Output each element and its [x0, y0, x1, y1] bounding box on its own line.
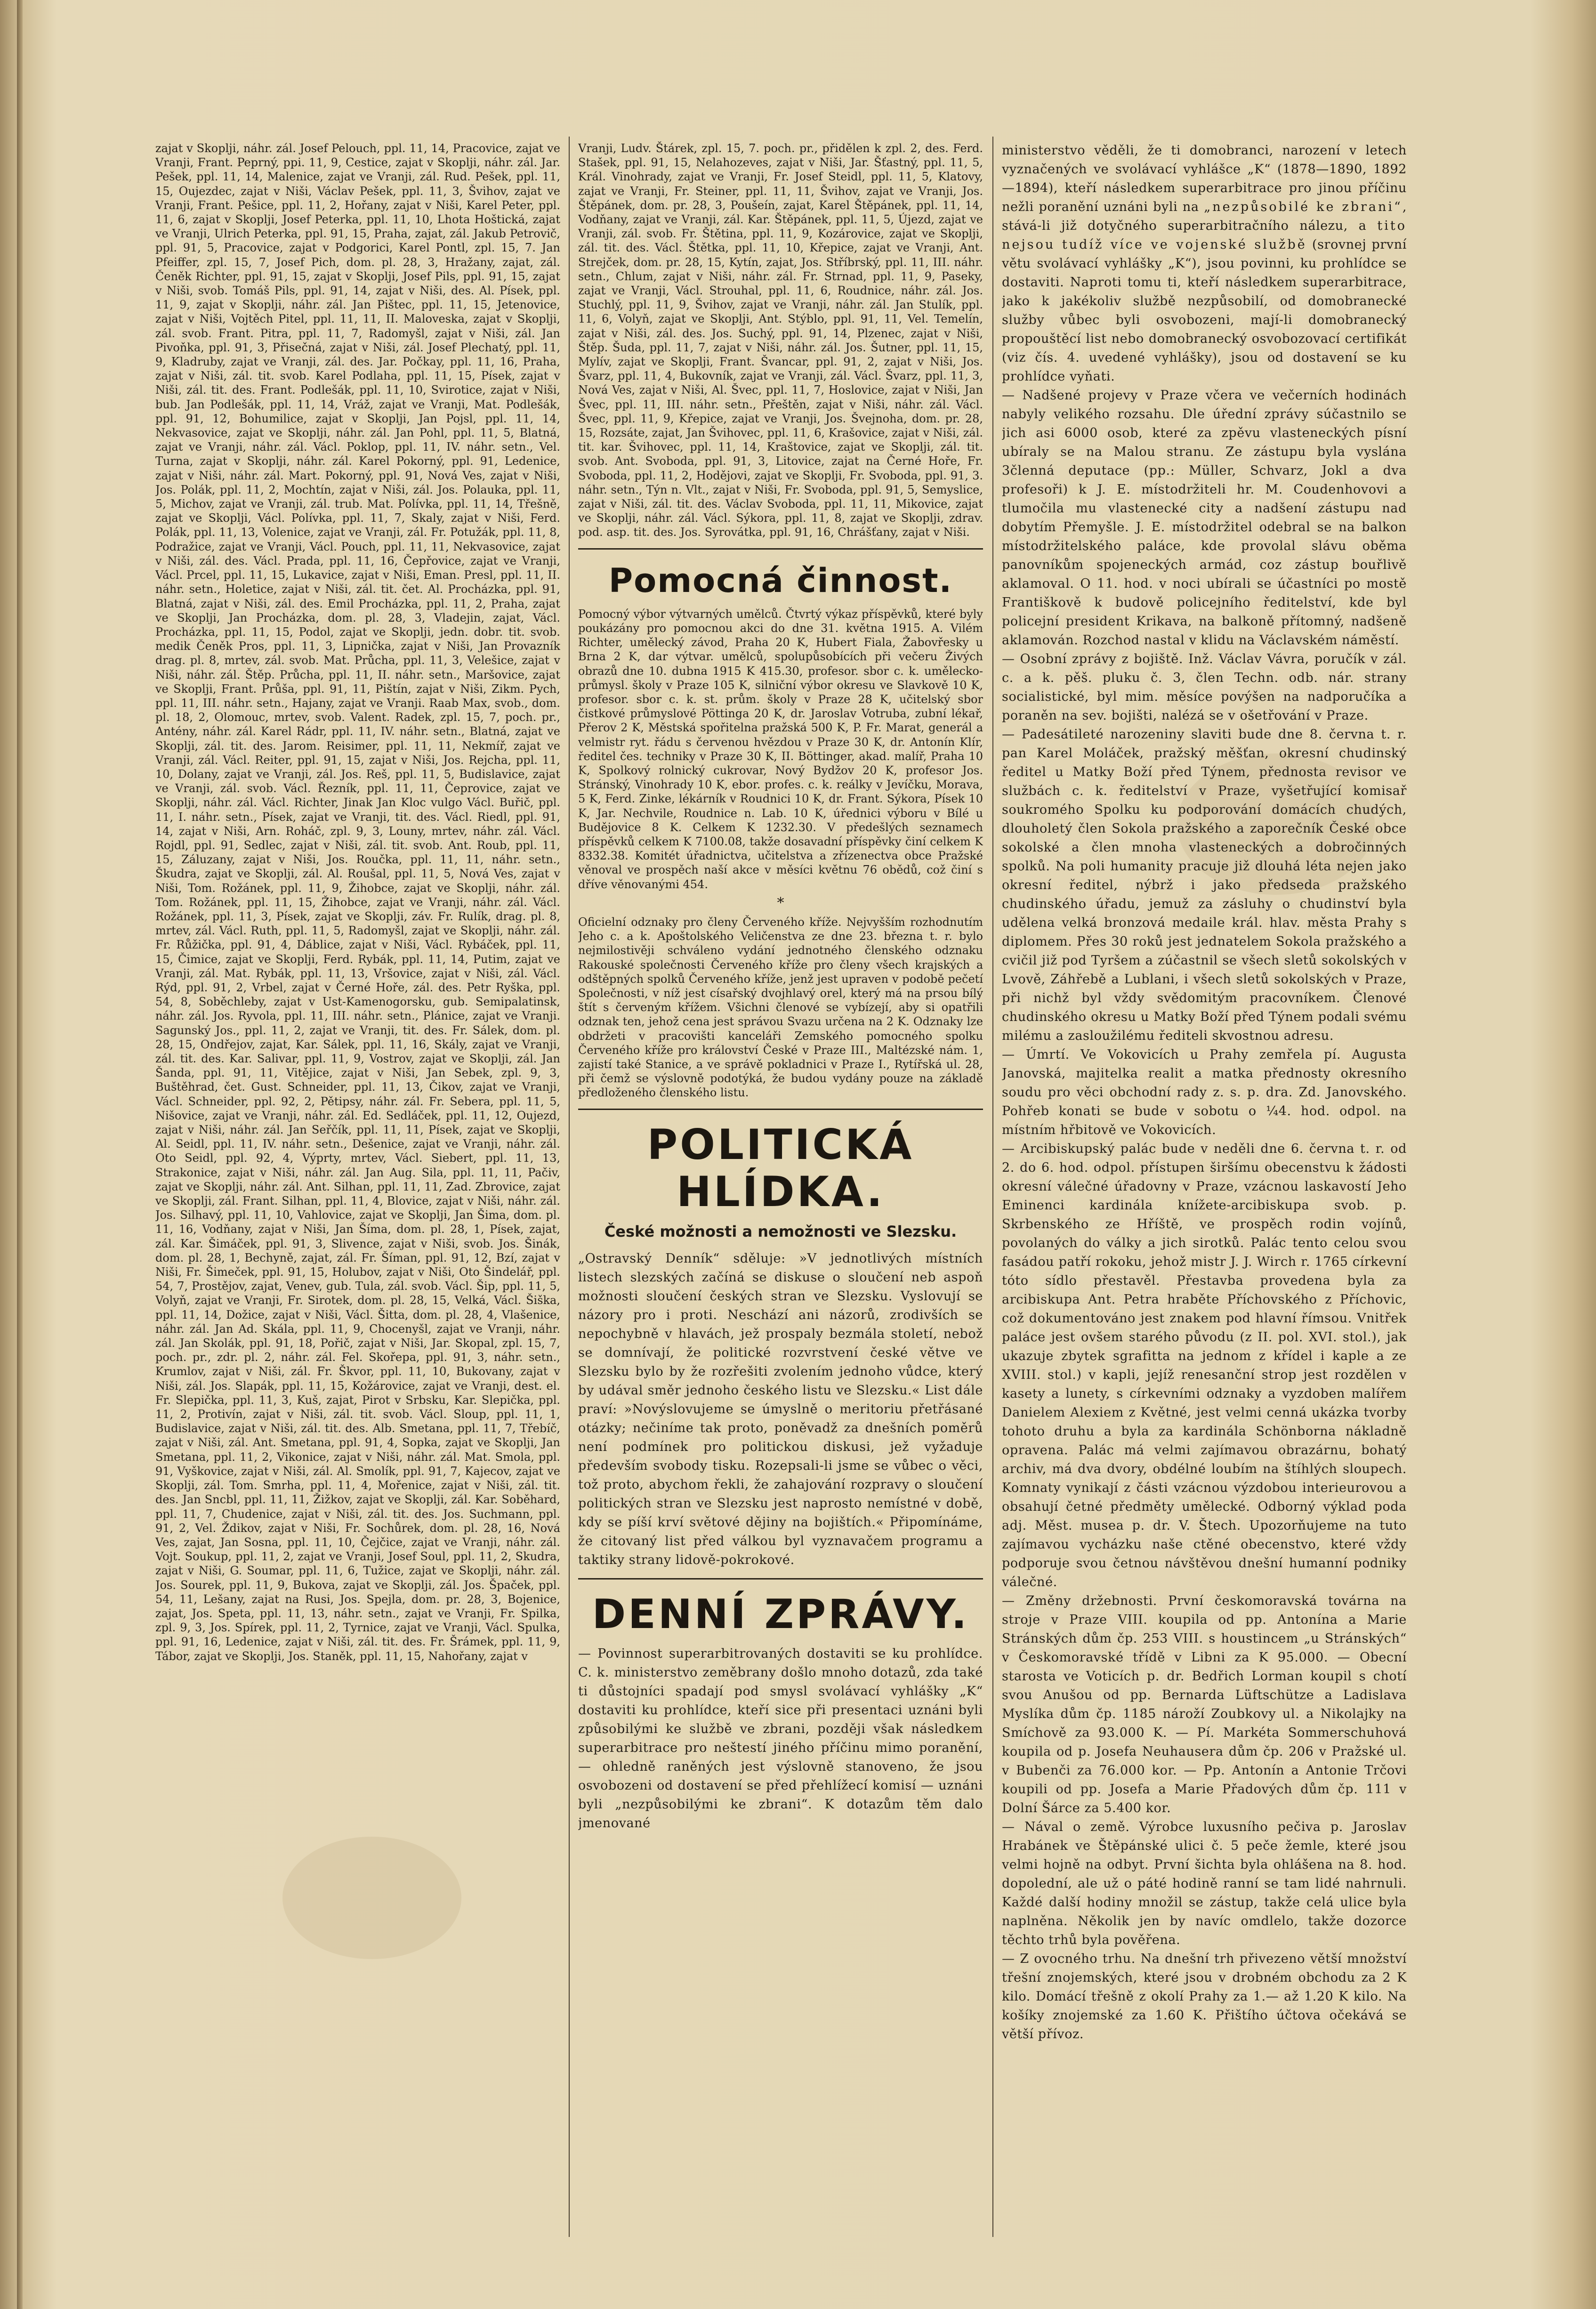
- column-divider: [992, 137, 993, 2237]
- section-rule: [578, 1578, 983, 1580]
- article-odznaky-cerveny-kriz: Oficielní odznaky pro členy Červeného kříže. Nejvyšším rozhodnutím Jeho c. a k. Apoštolského Veličenstva ze dne 23. března t. r. bylo nejmilostivěji schváleno vydání jednotného členského odznaku Rakouské společnosti Červeného kříže pro členy všech krajských a odštěpných spolků Červeného kříže, jenž jest upraven v podobě pečetí Společnosti, v níž jest císařský dvojhlavý orel, který má na prsou bílý štít s červeným křížem. Všichni členové se vybízejí, aby si opatřili odznak ten, jehož cena jest správou Svazu určena na 2 K. Odznaky lze obdržeti v pracovišti kanceláři Zemského pomocného spolku Červeného kříže pro království České v Praze III., Maltézské nám. 1, zajistí také Stanice, a ve správě pokladnici v Praze I., Rytířská ul. 28, při čemž se výslovně podotýká, že budou vydány pouze na základě předloženého členského listu.: [578, 915, 983, 1100]
- article-naval-o-zemle: — Nával o země. Výrobce luxusního pečiva p. Jaroslav Hrabánek ve Štěpánské ulici č. 5 peče žemle, které jsou velmi hojně na odbyt. První šichta byla ohlášena na 8. hod. dopolední, ale už o páté hodině ranní se tam lidé nahrnuli. Každé další hodiny množil se zástup, takže celá ulice byla naplněna. Několik jen by navíc omdlelo, takže dozorce těchto trhů byla pověřena.: [1002, 1820, 1407, 1947]
- casualty-list-part-1: zajat v Skoplji, náhr. zál. Josef Pelouch, ppl. 11, 14, Pracovice, zajat ve Vranji, Frant. Peprný, ppi. 11, 9, Cestice, zajat v Skoplji, náhr. zál. Jar. Pešek, ppl. 11, 14, Malenice, zajat ve Vranji, zál. Rud. Pešek, ppl. 11, 15, Oujezdec, zajat v Niši, Václav Pešek, ppl. 11, 3, Švihov, zajat ve Vranji, Frant. Pešice, ppl. 11, 2, Hořany, zajat v Niši, Karel Peter, ppl. 11, 6, zajat v Skoplji, Josef Peterka, ppl. 11, 10, Lhota Hoštická, zajat ve Vranji, Ulrich Peterka, ppl. 91, 15, Praha, zajat, zál. Jakub Petrovič, ppl. 91, 5, Pracovice, zajat v Podgorici, Karel Pontl, zpl. 15, 7. Jan Pfeiffer, zpl. 15, 7, Josef Pich, dom. pl. 28, 3, Hražany, zajat, zál. Čeněk Richter, ppl. 91, 15, zajat v Skoplji, Josef Pils, ppl. 91, 15, zajat v Niši, svob. Tomáš Pils, ppl. 91, 14, zajat v Niši, des. Al. Písek, ppl. 11, 9, zajat v Skoplji, náhr. zál. Jan Pištec, ppl. 11, 15, Jetenovice, zajat v Niši, Vojtěch Pitel, ppl. 11, 11, II. Maloveska, zajat v Skoplji, zál. svob. Frant. Pitra, ppl. 11, 7, Radomyšl, zajat v Niši, zál. Jan Pivoňka, ppl. 91, 3, Přisečná, zajat v Niši, zál. Josef Plechatý, ppl. 11, 9, Kladruby, zajat ve Vranji, zál. des. Jar. Počkay, ppl. 11, 16, Praha, zajat v Niši, zál. tit. svob. Karel Podlaha, ppl. 11, 15, Písek, zajat v Niši, zál. tit. des. Frant. Podlešák, ppl. 11, 10, Svirotice, zajat v Niši, bub. Jan Podlešák, ppl. 11, 14, Vráž, zajat ve Vranji, Mat. Podlešák, ppl. 91, 12, Bohumilice, zajat v Skoplji, Jan Pojsl, ppl. 11, 14, Nekvasovice, zajat ve Skoplji, náhr. zál. Jan Pohl, ppl. 11, 5, Blatná, zajat ve Vranji, náhr. zál. Václ. Poklop, ppl. 11, IV. náhr. setn., Vel. Turna, zajat v Skoplji, náhr. zál. Karel Pokorný, ppl. 91, Ledenice, zajat v Niši, náhr. zál. Mart. Pokorný, ppl. 91, Nová Ves, zajat v Niši, Jos. Polák, ppl. 11, 2, Mochtín, zajat v Niši, zál. Jos. Polauka, ppl. 11, 5, Michov, zajat ve Vranji, zál. trub. Mat. Polívka, ppl. 11, 14, Třešně, zajat ve Skoplji, Václ. Polívka, ppl. 11, 7, Skaly, zajat v Niši, Ferd. Polák, ppl. 11, 13, Volenice, zajat ve Vranji, zál. Fr. Potužák, ppl. 11, 8, Podražice, zajat ve Vranji, Václ. Pouch, ppl. 11, 11, Nekvasovice, zajat v Niši, zál. des. Václ. Prada, ppl. 11, 16, Čepřovice, zajat ve Vranji, Václ. Prcel, ppl. 11, 15, Lukavice, zajat v Niši, Eman. Presl, ppl. 11, II. náhr. setn., Holetice, zajat v Niši, zál. tit. čet. Al. Procházka, ppl. 91, Blatná, zajat v Niši, zál. des. Emil Procházka, ppl. 11, 2, Praha, zajat ve Skoplji, Jan Procházka, dom. pl. 28, 3, Vladejin, zajat, Václ. Procházka, ppl. 11, 15, Podol, zajat ve Skoplji, jedn. dobr. tit. svob. medik Čeněk Pros, ppl. 11, 3, Lipnička, zajat v Niši, Jan Provazník drag. pl. 8, mrtev, zál. svob. Mat. Průcha, ppl. 11, 3, Velešice, zajat v Niši, náhr. zál. Štěp. Průcha, ppl. 11, II. náhr. setn., Maršovice, zajat ve Skoplji, Frant. Průša, ppl. 91, 11, Pištín, zajat v Niši, Zikm. Pych, ppl. 11, III. náhr. setn., Hajany, zajat ve Vranji. Raab Max, svob., dom. pl. 18, 2, Olomouc, mrtev, svob. Valent. Radek, zpl. 15, 7, poch. pr., Antény, náhr. zál. Karel Rádr, ppl. 11, IV. náhr. setn., Blatná, zajat ve Skoplji, zál. tit. des. Jarom. Reisimer, ppl. 11, 11, Nekmíř, zajat ve Vranji, zál. Václ. Reiter, ppl. 91, 15, zajat v Niši, Jos. Rejcha, ppl. 11, 10, Dolany, zajat ve Vranji, zál. Jos. Reš, ppl. 11, 5, Budislavice, zajat ve Vranji, zál. svob. Václ. Řezník, ppl. 11, 11, Čeprovice, zajat ve Skoplji, náhr. zál. Václ. Richter, Jinak Jan Kloc vulgo Václ. Buřič, ppl. 11, I. náhr. setn., Písek, zajat ve Vranji, tit. des. Václ. Riedl, ppl. 91, 14, zajat v Niši, Arn. Roháč, zpl. 9, 3, Louny, mrtev, náhr. zál. Václ. Rojdl, ppl. 91, Sedlec, zajat v Niši, zál. tit. svob. Ant. Roub, ppl. 11, 15, Záluzany, zajat v Niši, Jos. Roučka, ppl. 11, 11, náhr. setn., Škudra, zajat ve Skoplji, zál. Al. Roušal, ppl. 11, 5, Nová Ves, zajat v Niši, Tom. Rožánek, ppl. 11, 9, Žihobce, zajat ve Skoplji, náhr. zál. Tom. Rožánek, ppl. 11, 15, Žihobce, zajat ve Vranji, náhr. zál. Václ. Rožánek, ppl. 11, 3, Písek, zajat ve Skoplji, záv. Fr. Rulík, drag. pl. 8, mrtev, zál. Václ. Ruth, ppl. 11, 5, Radomyšl, zajat ve Skoplji, náhr. zál. Fr. Růžička, ppl. 91, 4, Dáblice, zajat v Niši, Václ. Rybáček, ppl. 11, 15, Čimice, zajat ve Skoplji, Ferd. Rybák, ppl. 11, 14, Putim, zajat ve Vranji, zál. Mat. Rybák, ppl. 11, 13, Vršovice, zajat v Niši, zál. Václ. Rýd, ppl. 91, 2, Vrbel, zajat v Černé Hoře, zál. des. Petr Ryška, ppl. 54, 8, Soběchleby, zajat v Ust-Kamenogorsku, gub. Semipalatinsk, náhr. zál. Jos. Ryvola, ppl. 11, III. náhr. setn., Plánice, zajat ve Vranji. Sagunský Jos., ppl. 11, 2, zajat ve Vranji, tit. des. Fr. Sálek, dom. pl. 28, 15, Ondřejov, zajat, Kar. Sálek, ppl. 11, 16, Skály, zajat ve Vranji, zál. tit. des. Kar. Salivar, ppl. 11, 9, Vostrov, zajat ve Skoplji, zál. Jan Šanda, ppl. 91, 11, Vitějice, zajat v Niši, Jan Sebek, zpl. 9, 3, Buštěhrad, čet. Gust. Schneider, ppl. 11, 13, Čikov, zajat ve Vranji, Václ. Schneider, ppl. 92, 2, Pětipsy, náhr. zál. Fr. Sebera, ppl. 11, 5, Nišovice, zajat ve Vranji, náhr. zál. Ed. Sedláček, ppl. 11, 12, Oujezd, zajat v Niši, náhr. zál. Jan Seřčík, ppl. 11, 11, Písek, zajat ve Skoplji, Al. Seidl, ppl. 11, IV. náhr. setn., Dešenice, zajat ve Vranji, náhr. zál. Oto Seidl, ppl. 92, 4, Výprty, mrtev, Václ. Siebert, ppl. 11, 13, Strakonice, zajat v Niši, náhr. zál. Jan Aug. Sila, ppl. 11, 11, Pačiv, zajat ve Skoplji, náhr. zál. Ant. Silhan, ppl. 11, 11, Zad. Zbrovice, zajat ve Skoplji, zál. Frant. Silhan, ppl. 11, 4, Blovice, zajat v Niši, náhr. zál. Jos. Silhavý, ppl. 11, 10, Vahlovice, zajat ve Skoplji, Jan Šima, dom. pl. 11, 16, Vodňany, zajat v Niši, Jan Šíma, dom. pl. 28, 1, Písek, zajat, zál. Kar. Šimáček, ppl. 91, 3, Slivence, zajat v Niši, svob. Jos. Šinák, dom. pl. 28, 1, Bechyně, zajat, zál. Fr. Šíman, ppl. 91, 12, Bzí, zajat v Niši, Fr. Šimeček, ppl. 91, 15, Holubov, zajat v Niši, Oto Šindelář, ppl. 54, 7, Prostějov, zajat, Venev, gub. Tula, zál. svob. Václ. Šip, ppl. 11, 5, Volyň, zajat ve Vranji, Fr. Sirotek, dom. pl. 28, 15, Velká, Václ. Šiška, ppl. 11, 14, Dožice, zajat v Niši, Václ. Šitta, dom. pl. 28, 4, Vlašenice, náhr. zál. Jan Ad. Skála, ppl. 11, 9, Chocenyšl, zajat ve Vranji, náhr. zál. Jan Skolák, ppl. 91, 18, Pořič, zajat v Niši, Jar. Skopal, zpl. 15, 7, poch. pr., zdr. pl. 2, náhr. zál. Fel. Skořepa, ppl. 91, 3, náhr. setn., Krumlov, zajat v Niši, zál. Fr. Škvor, ppl. 11, 10, Bukovany, zajat v Niši, zál. Jos. Slapák, ppl. 11, 15, Kožárovice, zajat ve Vranji, dest. el. Fr. Slepička, ppl. 11, 3, Kuš, zajat, Pirot v Srbsku, Kar. Slepička, ppl. 11, 2, Protivín, zajat v Niši, zál. tit. svob. Václ. Sloup, ppl. 11, 1, Budislavice, zajat v Niši, zál. tit. des. Alb. Smetana, ppl. 11, 7, Třebíč, zajat v Niši, zál. Ant. Smetana, ppl. 91, 4, Sopka, zajat ve Skoplji, Jan Smetana, ppl. 11, 2, Vikonice, zajat v Niši, náhr. zál. Mat. Smola, ppl. 91, Vyškovice, zajat v Niši, zál. Al. Smolík, ppl. 91, 7, Kajecov, zajat ve Skoplji, zál. Tom. Smrha, ppl. 11, 4, Mořenice, zajat v Niši, zál. tit. des. Jan Sncbl, ppl. 11, 11, Žižkov, zajat ve Skoplji, zál. Kar. Soběhard, ppl. 11, 7, Chudenice, zajat v Niši, zál. tit. des. Jos. Suchmann, ppl. 91, 2, Vel. Ždikov, zajat v Niši, Fr. Sochůrek, dom. pl. 28, 16, Nová Ves, zajat, Jan Sosna, ppl. 11, 10, Čejčice, zajat ve Vranji, náhr. zál. Vojt. Soukup, ppl. 11, 2, zajat ve Vranji, Josef Soul, ppl. 11, 2, Skudra, zajat v Niši, G. Soumar, ppl. 11, 6, Tužice, zajat ve Skoplji, náhr. zál. Jos. Sourek, ppl. 11, 9, Bukova, zajat ve Skoplji, zál. Jos. Špaček, ppl. 54, 11, Lešany, zajat na Rusi, Jos. Spejla, dom. pr. 28, 3, Bojenice, zajat, Jos. Speta, ppl. 11, 13, náhr. setn., zajat ve Vranji, Fr. Spilka, zpl. 9, 3, Jos. Spírek, ppl. 11, 2, Tyrnice, zajat ve Vranji, Václ. Spulka, ppl. 91, 16, Ledenice, zajat v Niši, zál. tit. des. Fr. Šrámek, ppl. 11, 9, Tábor, zajat ve Skoplji, Jos. Staněk, ppl. 11, 15, Nahořany, zajat v: [155, 142, 560, 1663]
- section-heading-denni-zpravy: DENNÍ ZPRÁVY.: [592, 1590, 969, 1638]
- section-rule: [578, 1109, 983, 1110]
- article-pomocny-vybor: Pomocný výbor výtvarných umělců. Čtvrtý výkaz příspěvků, které byly poukázány pro pomocnou akci do dne 31. května 1915. A. Vilém Richter, umělecký závod, Praha 20 K, Hubert Fiala, Žabovřesky u Brna 2 K, dar výtvar. umělců, spolupůsobících při večeru Živých obrazů dne 10. dubna 1915 K 415.30, profesor. sbor c. k. umělecko-průmysl. školy v Praze 105 K, silniční výbor okresu ve Slavkově 10 K, profesor. sbor c. k. st. prům. školy v Praze 28 K, učitelský sbor čistkové průmyslové Pöttinga 20 K, dr. Jaroslav Votruba, zubní lékař, Přerov 2 K, Městská spořitelna pražská 500 K, P. Fr. Marat, generál a velmistr ryt. řádu s červenou hvězdou v Praze 30 K, dr. Antonín Klír, ředitel čes. techniky v Praze 30 K, II. Böttinger, akad. malíř, Praha 10 K, Spolkový rolnický cukrovar, Nový Bydžov 20 K, profesor Jos. Stránský, Vinohrady 10 K, ebor. profes. c. k. reálky v Jevíčku, Morava, 5 K, Ferd. Zinke, lékárník v Roudnici 10 K, dr. Frant. Sýkora, Písek 10 K, Jar. Nechvile, Roudnice n. Lab. 10 K, úřednici výboru v Bílé u Budějovice 8 K. Celkem K 1232.30. V předešlých seznamech příspěvků celkem K 7100.08, takže dosavadní příspěvky činí celkem K 8332.38. Komitét úřadnictva, učitelstva a zřízenectva obce Pražské věnoval ve prospěch naší akce v měsíci květnu 76 obědů, což činí s dříve věnovanými 454.: [578, 607, 983, 891]
- casualty-list-part-2: Vranji, Ludv. Štárek, zpl. 15, 7. poch. pr., přidělen k zpl. 2, des. Ferd. Stašek, ppl. 91, 15, Nelahozeves, zajat v Niši, Jar. Šťastný, ppl. 11, 5, Král. Vinohrady, zajat ve Vranji, Fr. Josef Steidl, ppl. 11, 5, Klatovy, zajat ve Vranji, Fr. Steiner, ppl. 11, 11, Švihov, zajat ve Vranji, Jos. Štěpánek, dom. pr. 28, 3, Poušeín, zajat, Karel Štěpánek, ppl. 11, 14, Vodňany, zajat ve Vranji, zál. Kar. Štěpánek, ppl. 11, 5, Újezd, zajat ve Vranji, zál. svob. Fr. Štětina, ppl. 11, 9, Kozárovice, zajat ve Skoplji, zál. tit. des. Václ. Štětka, ppl. 11, 10, Křepice, zajat ve Vranji, Ant. Strejček, dom. pr. 28, 15, Kytín, zajat, Jos. Stříbrský, ppl. 11, III. náhr. setn., Chlum, zajat v Niši, náhr. zál. Fr. Strnad, ppl. 11, 9, Paseky, zajat ve Vranji, Václ. Strouhal, ppl. 11, 6, Roudnice, náhr. zál. Jos. Stuchlý, ppl. 11, 9, Švihov, zajat ve Vranji, náhr. zál. Jan Stulík, ppl. 11, 6, Volyň, zajat ve Skoplji, Ant. Stýblo, ppl. 91, 11, Vel. Temelín, zajat v Niši, zál. des. Jos. Suchý, ppl. 91, 14, Plzenec, zajat v Niši, Štěp. Šuda, ppl. 11, 7, zajat v Niši, náhr. zál. Jos. Šutner, ppl. 11, 15, Mylív, zajat ve Skoplji, Frant. Švancar, ppl. 91, 2, zajat v Niši, Jos. Švarz, ppl. 11, 4, Bukovník, zajat ve Vranji, zál. Václ. Švarz, ppl. 11, 3, Nová Ves, zajat v Niši, Al. Švec, ppl. 11, 7, Hoslovice, zajat v Niši, Jan Švec, ppl. 11, III. náhr. setn., Přeštěn, zajat v Niši, náhr. zál. Václ. Švec, ppl. 11, 9, Křepice, zajat ve Vranji, Jos. Švejnoha, dom. pr. 28, 15, Rozsáte, zajat, Jan Švihovec, ppl. 11, 6, Krašovice, zajat v Niši, zál. tit. kar. Švihovec, ppl. 11, 14, Kraštovice, zajat ve Skoplji, zál. tit. svob. Ant. Svoboda, ppl. 91, 3, Litovice, zajat na Černé Hoře, Fr. Svoboda, ppl. 11, 2, Hodějovi, zajat ve Skoplji, Fr. Svoboda, ppl. 91, 3. náhr. setn., Týn n. Vlt., zajat v Niši, Fr. Svoboda, ppl. 91, 5, Semyslice, zajat v Niši, zál. tit. des. Václav Svoboda, ppl. 11, 11, Mikovice, zajat ve Skoplji, náhr. zál. Václ. Sýkora, ppl. 11, 8, zajat ve Skoplji, zdrav. pod. asp. tit. des. Jos. Syrovátka, ppl. 91, 16, Chrášťany, zajat v Niši.: [578, 142, 983, 539]
- section-rule: [578, 548, 983, 550]
- article-separator: *: [777, 894, 784, 911]
- article-arcibiskupsky-palac: — Arcibiskupský palác bude v neděli dne 6. června t. r. od 2. do 6. hod. odpol. přístupen širšímu obecenstvu k žádosti okresní válečné úřadovny v Praze, vzácnou laskavostí Jeho Eminenci kardinála knížete-arcibiskupa svob. p. Skrbenského ze Hříště, ve prospěch rodin vojínů, povolaných do války a jich sirotků. Palác tento celou svou fasádou patří rokoku, jehož mistr J. J. Wirch r. 1765 církevní tóto sídlo přestavěl. Přestavba provedena byla za arcibiskupa Ant. Petra hraběte Příchovského z Příchovic, což dokumentováno jest znakem pod hlavní římsou. Vnitřek paláce jest ovšem starého původu (z II. pol. XVI. stol.), jak ukazuje zbytek sgrafitta na jednom z křídel i kaple a ze XVIII. stol.) v kapli, jejíž renesanční strop jest rozdělen v kasety a lunety, s církevními odznaky a vyzdoben malířem Danielem Alexiem z Květné, jest velmi cenná ukázka tvorby tohoto druhu a byla za kardinála Schönborna nákladně opravena. Palác má velmi zajímavou obrazárnu, bohatý archiv, má dva dvory, obdélné loubím na štíhlých sloupech. Komnaty vynikají z části vzácnou výzdobou interieurovou a obsahují četné předměty umělecké. Odborný výklad poda adj. Měst. musea p. dr. V. Štech. Upozorňujeme na tuto zajímavou vycházku naše ctěné obecenstvo, které vždy podporuje svou četnou návštěvou dnešní humanní podniky válečné.: [1002, 1142, 1407, 1589]
- article-osobni-zpravy: — Osobní zprávy z bojiště. Inž. Václav Vávra, poručík v zál. c. a k. pěš. pluku č. 3, člen Techn. odb. nár. strany socialistické, byl mim. měsíce povýšen na nadporučíka a poraněn na sev. bojišti, nalézá se v ošetřování v Praze.: [1002, 652, 1407, 723]
- text-run: ministerstvo věděli, že ti domobranci, narození v letech vyznačených ve svolávací vyhlášce „K“ (1878—1890, 1892—1894), kteří následkem superarbitrace pro jinou příčinu nežli poranění uznáni byli na: [1002, 143, 1407, 214]
- article-umrti: — Úmrtí. Ve Vokovicích u Prahy zemřela pí. Augusta Janovská, majitelka realit a matka přednosty okresního soudu pro věci obchodní rady z. s. p. dra. Zd. Janovského. Pohřeb konati se bude v sobotu o ¼4. hod. odpol. na místním hřbitově ve Vokovicích.: [1002, 1047, 1407, 1137]
- section-heading-politicka-hlidka: POLITICKÁ HLÍDKA.: [647, 1120, 914, 1216]
- spaced-emphasis: „nezpůsobilé ke zbrani“: [1204, 200, 1403, 214]
- text-run: (srovnej první větu svolávací vyhlášky „K“), jsou povinni, ku prohlídce se dostaviti. Naproti tomu ti, kteří následkem superarbitrace, jako k jakékoliv službě nezpůsobilí, od domobranecké služby vůbec byli osvobozeni, mají-li domobranecký propouštěcí list nebo domobranecký osvobozovací certifikát (viz čís. 4. uvedené vyhlášky), jsou od dostavení se ku prohlídce vyňati.: [1002, 237, 1407, 384]
- text-run: , stává-li již dotyčného superarbitračního nálezu, a: [1002, 200, 1407, 233]
- column-left: [155, 141, 560, 2223]
- section-heading-pomocna-cinnost: Pomocná činnost.: [608, 561, 953, 600]
- article-headline-slezsko: České možnosti a nemožnosti ve Slezsku.: [604, 1222, 957, 1240]
- column-right: [1002, 141, 1407, 2265]
- column-middle: [578, 141, 983, 2246]
- article-povinnost-superarbitrovanych: — Povinnost superarbitrovaných dostaviti se ku prohlídce. C. k. ministerstvo zeměbrany došlo mnoho dotazů, zda také ti důstojníci spadají pod smysl svolávací vyhlášky „K“ dostaviti ku prohlídce, kteří sice při presentaci uznáni byli způsobilými ke službě ve zbrani, později však následkem superarbitrace pro neštestí jiného příčinu mimo poranění, — ohledně raněných jest výslovně stanoveno, že jsou osvobozeni od dostavení se před přehlížecí komisí — uznáni byli „nezpůsobilými ke zbrani“. K dotazům těm dalo jmenované: [578, 1646, 983, 1831]
- article-ceske-moznosti: „Ostravský Denník“ sděluje: »V jednotlivých místních listech slezských začíná se diskuse o sloučení neb aspoň možnosti sloučení českých stran ve Slezsku. Vyslovují se názory pro i proti. Neschází ani názorů, zrodivších se nepochybně v hlavách, jež prospaly bezmála století, nebož se domnívají, že politické rozvrstvení české větve ve Slezsku bylo by že rozřešiti zvolením jednoho vůdce, který by udával směr jednoho českého listu ve Slezsku.« List dále praví: »Novýslovujeme se úmyslně o meritoriu přetřásané otázky; nečiníme tak proto, poněvadž za dnešních poměrů není podmínek pro politickou diskusi, jež vyžaduje především svobody tisku. Rozepsali-li jsme se vůbec o věci, tož proto, abychom řekli, že zahajování rozpravy o sloučení politických stran ve Slezsku jest naprosto nemístné v době, kdy se píší krví světové dějiny na bojištích.« Připomínáme, že citovaný list před válkou byl vyznavačem programu a taktiky strany lidově-pokrokové.: [578, 1251, 983, 1567]
- article-zmeny-drzebnosti: — Změny držebnosti. První českomoravská továrna na stroje v Praze VIII. koupila od pp. Antonína a Marie Stránských dům čp. 253 VIII. s houstincem „u Stránských“ v Českomoravské třídě v Libni za K 95.000. — Obecní starosta ve Voticích p. dr. Bedřich Lorman koupil s chotí svou Anušou od pp. Bernarda Lüftschütze a Ladislava Myslíka dům čp. 1185 nároží Zoubkovy ul. a Nikolajky na Smíchově za 93.000 K. — Pí. Markéta Sommerschuhová koupila od p. Josefa Neuhausera dům čp. 206 v Pražské ul. v Bubenči za 76.000 kor. — Pp. Antonín a Antonie Trčovi koupili od pp. Josefa a Marie Přadových dům čp. 111 v Dolní Šárce za 5.400 kor.: [1002, 1594, 1407, 1815]
- article-ovocny-trh: — Z ovocného trhu. Na dnešní trh přivezeno větší množství třešní znojemských, které jsou v drobném obchodu za 2 K kilo. Domácí třešně z okolí Prahy za 1.— až 1.20 K kilo. Na košíky znojemské za 1.60 K. Přištího účtova očekává se větší přívoz.: [1002, 1952, 1407, 2042]
- article-padesatilete-narozeniny: — Padesátileté narozeniny slaviti bude dne 8. června t. r. pan Karel Moláček, pražský měšťan, okresní chudinský ředitel u Matky Boží před Týnem, přednosta revisor ve službách c. k. ředitelství v Praze, vyšetřující komisař soukromého Spolku ku podporování domácích chudých, dlouholetý člen Sokola pražského a zaporečník České obce sokolské a člen mnoha vlasteneckých a dobročinných spolků. Na poli humanity pracuje již dlouhá léta nejen jako okresní ředitel, nýbrž i jako předseda pražského chudinského úřadu, jemuž za zásluhy o chudinství byla udělena velká bronzová medaile král. hlav. města Prahy s diplomem. Přes 30 roků jest jednatelem Sokola pražského a cvičil již pod Tyršem a zúčastnil se všech sletů sokolských v Lvově, Záhřebě a Lublani, i všech sletů sokolských v Praze, při nichž byl vždy svědomitým pracovníkem. Členové chudinského okresu u Matky Boží před Týnem podali svému milému a zasloužilému řediteli skvostnou adresu.: [1002, 727, 1407, 1043]
- spaced-emphasis: tito nejsou tudíž více ve vojenské službě: [1002, 219, 1407, 252]
- article-superarbitrace-continued: [1002, 141, 1407, 386]
- binding-edge: [17, 0, 23, 2309]
- article-nadsene-projevy: — Nadšené projevy v Praze včera ve večerních hodinách nabyly velikého rozsahu. Dle úřední zprávy súčastnilo se jich asi 6000 osob, které za zpěvu vlasteneckých písní ubíraly se na Malou stranu. Ze zástupu byla vyslána 3členná deputace (pp.: Müller, Schvarz, Jokl a dva profesoři) k J. E. místodržiteli hr. M. Coudenhovovi a tlumočila mu vlastenecké city a nadšení zástupu nad dobytím Přemyšle. J. E. místodržitel odebral se na balkon místodržitelského paláce, kde provolal slávu oběma panovníkům spojeneckých armád, coz zástup bouřlivě aklamoval. O 11. hod. v noci ubírali se účastníci po mostě Františkově k budově policejního ředitelství, kde byl policejní president Krikava, na balkoně přítomný, nadšeně aklamován. Rozchod nastal v klidu na Václavském náměstí.: [1002, 388, 1407, 648]
- column-divider: [569, 137, 570, 2237]
